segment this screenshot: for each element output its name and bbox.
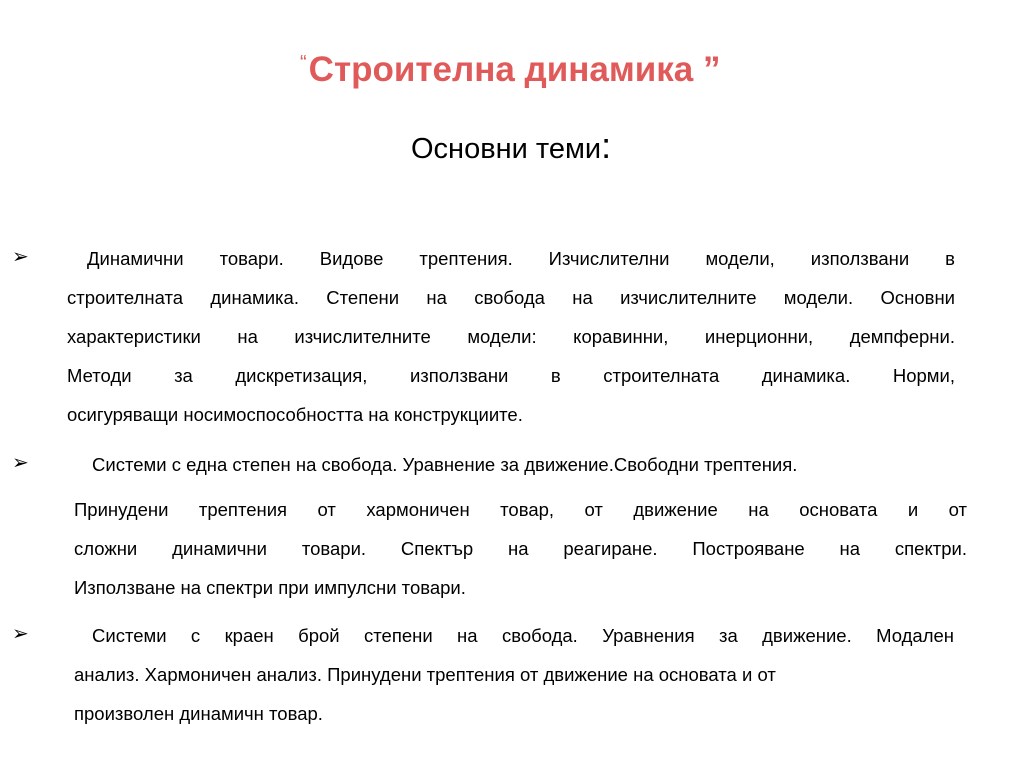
bullet-arrow-icon: ➢	[12, 623, 29, 645]
bullet-item-2	[74, 445, 967, 607]
bullet-arrow-icon: ➢	[12, 246, 29, 268]
bullet-item-1	[67, 239, 955, 434]
subtitle-colon: :	[601, 125, 612, 166]
bullet-arrow-icon: ➢	[12, 452, 29, 474]
bullet-1-line-2: строителната динамика. Степени на свобода на изчислителните модели. Основни	[67, 287, 955, 308]
bullet-3-line-3: произволен динамичн товар.	[74, 703, 323, 724]
bullet-1-line-5: осигуряващи носимоспособността на конструкциите.	[67, 404, 523, 425]
slide-title	[300, 50, 721, 90]
bullet-3-line-2: анализ. Хармоничен анализ. Принудени трептения от движение на основата и от	[74, 664, 776, 685]
bullet-1-line-1: Динамични товари. Видове трептения. Изчислителни модели, използвани в	[87, 248, 955, 269]
subtitle-text: Основни теми	[411, 133, 602, 165]
bullet-2-line-3: сложни динамични товари. Спектър на реагиране. Построяване на спектри.	[74, 538, 967, 559]
title-open-quote: “	[300, 52, 307, 74]
bullet-2-line-1: Системи с една степен на свобода. Уравнение за движение.Свободни трептения.	[92, 454, 798, 475]
bullet-1-line-4: Методи за дискретизация, използвани в строителната динамика. Норми,	[67, 365, 955, 386]
bullet-item-3	[74, 616, 954, 733]
bullet-3-line-1: Системи с краен брой степени на свобода. Уравнения за движение. Модален	[92, 625, 954, 646]
title-text: Строителна динамика ”	[308, 50, 721, 89]
bullet-1-line-3: характеристики на изчислителните модели: коравинни, инерционни, демпферни.	[67, 326, 955, 347]
bullet-2-line-4: Използване на спектри при импулсни товари.	[74, 577, 466, 598]
slide-subtitle	[411, 125, 611, 167]
bullet-2-line-2: Принудени трептения от хармоничен товар, от движение на основата и от	[74, 499, 967, 520]
